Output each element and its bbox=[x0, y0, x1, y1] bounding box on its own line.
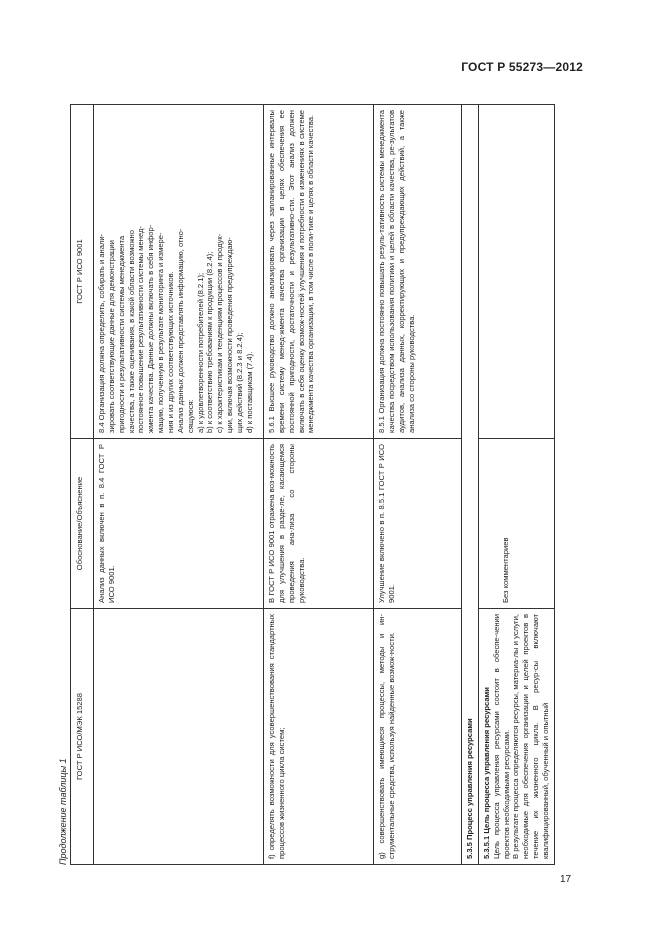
row1-col3-line: пригодности и результативности системы менеджмента bbox=[116, 235, 126, 433]
table-row bbox=[94, 105, 264, 865]
table-caption: Продолжение таблицы 1 bbox=[58, 758, 68, 865]
row1-col3-line: ции, включая возможности проведения предупреждаю- bbox=[225, 237, 235, 433]
row3-col2: Улучшение включено в п. 8.5.1 ГОСТ Р ИСО 9001. bbox=[374, 439, 462, 609]
section-title: 5.3.5 Процесс управления ресурсами bbox=[462, 105, 479, 865]
table-row bbox=[374, 105, 462, 865]
comparison-table bbox=[70, 104, 555, 865]
table-row bbox=[478, 105, 554, 865]
row1-col3-line: c) к характеристикам и тенденциям процессов и продук- bbox=[215, 233, 225, 433]
subsection-text-2: В результате процесса определяются ресурсы, материа-лы и услуги, необходимые для обеспечения организации и целей проектов в течение их жизненного цикла. В ресур-сы включают квалифицированный, обученный и опытный bbox=[511, 614, 551, 859]
row1-col3-line: зировать соответствующие данные для демонстрации bbox=[106, 240, 116, 433]
row1-col3-line: щих действий (8.2.3 и 8.2.4); bbox=[235, 332, 245, 433]
subsection-comment: Без комментариев bbox=[478, 439, 554, 609]
section-row bbox=[462, 105, 479, 865]
row2-col1: f) определять возможности для усовершенствования стандартных процессов жизненного цикла систем; bbox=[264, 609, 374, 865]
row1-col3-line: 8.4 Организация должна определить, собирать и анали- bbox=[97, 233, 106, 433]
row1-col3-line: ния и из других соответствующих источников. bbox=[166, 271, 176, 433]
table-header-row bbox=[71, 105, 94, 865]
document-header: ГОСТ Р 55273—2012 bbox=[461, 60, 583, 74]
subsection-empty-cell bbox=[478, 105, 554, 439]
row1-col3-line: мацию, полученную в результате мониторинга и измере- bbox=[156, 232, 166, 433]
row1-col3-line: постоянное повышение результативности системы менед- bbox=[136, 226, 146, 433]
header-justification: Обоснование/Объяснение bbox=[71, 439, 94, 609]
row1-col3-line: качества, а также оценивания, в какой области возможно bbox=[126, 230, 136, 433]
row1-col3-line: Анализ данных должен представлять информацию, отно- bbox=[175, 228, 185, 433]
row1-col3-line: a) к удовлетворенности потребителей (8.2.1); bbox=[195, 272, 205, 433]
row1-col3-line: жмента качества. Данные должны включать в себя инфор- bbox=[146, 224, 156, 433]
table-row bbox=[264, 105, 374, 865]
row3-col3: 8.5.1 Организация должна постоянно повышать резуль-тативность системы менеджмента качества посредством использования политики и целей в области качества, ре-зультатов аудитов, анализа данных, корректирующих и предупреждающих действий, а также анализа со стороны руководства. bbox=[374, 105, 462, 439]
subsection-title: 5.3.5.1 Цель процесса управления ресурсами bbox=[481, 687, 491, 859]
header-gost-iso-iec-15288: ГОСТ Р ИСО/МЭК 15288 bbox=[71, 609, 94, 865]
row1-col3-line: сящуюся: bbox=[185, 399, 195, 433]
rotated-table-region bbox=[58, 105, 558, 865]
page-number: 17 bbox=[560, 874, 572, 885]
subsection-cell bbox=[478, 609, 554, 865]
row1-col3-line: b) к соответствию требованиям к продукции (8.2.4); bbox=[205, 251, 215, 433]
row1-col3 bbox=[94, 105, 264, 439]
row1-col3-line: d) к поставщикам (7.4). bbox=[244, 351, 254, 433]
row2-col2: В ГОСТ Р ИСО 9001 отражена воз-можность для улучшения в разде-ле, касающемся проведения ана-лиза со стороны руководства. bbox=[264, 439, 374, 609]
subsection-text-1: Цель процесса управления ресурсами состоит в обеспе-чении проектов необходимыми ресурсами. bbox=[491, 614, 511, 859]
header-gost-iso-9001: ГОСТ Р ИСО 9001 bbox=[71, 105, 94, 439]
row2-col3: 5.6.1 Высшее руководство должно анализировать через запланированные интервалы времени систему менед-жмента качества организации в целях обеспечения ее постоянной пригодности, достаточности и результативно-сти. Этот анализ должен включать в себя оценку возмож-ностей улучшения и потребности в изменениях в системе менеджмента качества организации, в том числе в поли-тике и целях в области качества. bbox=[264, 105, 374, 439]
row1-col2: Анализ данных включен в п. 8.4 ГОСТ Р ИСО 9001. bbox=[94, 439, 264, 609]
row1-col1 bbox=[94, 609, 264, 865]
row3-col1: g) совершенствовать имеющиеся процессы, методы и ин-струментальные средства, используя найденные возмож-ности. bbox=[374, 609, 462, 865]
